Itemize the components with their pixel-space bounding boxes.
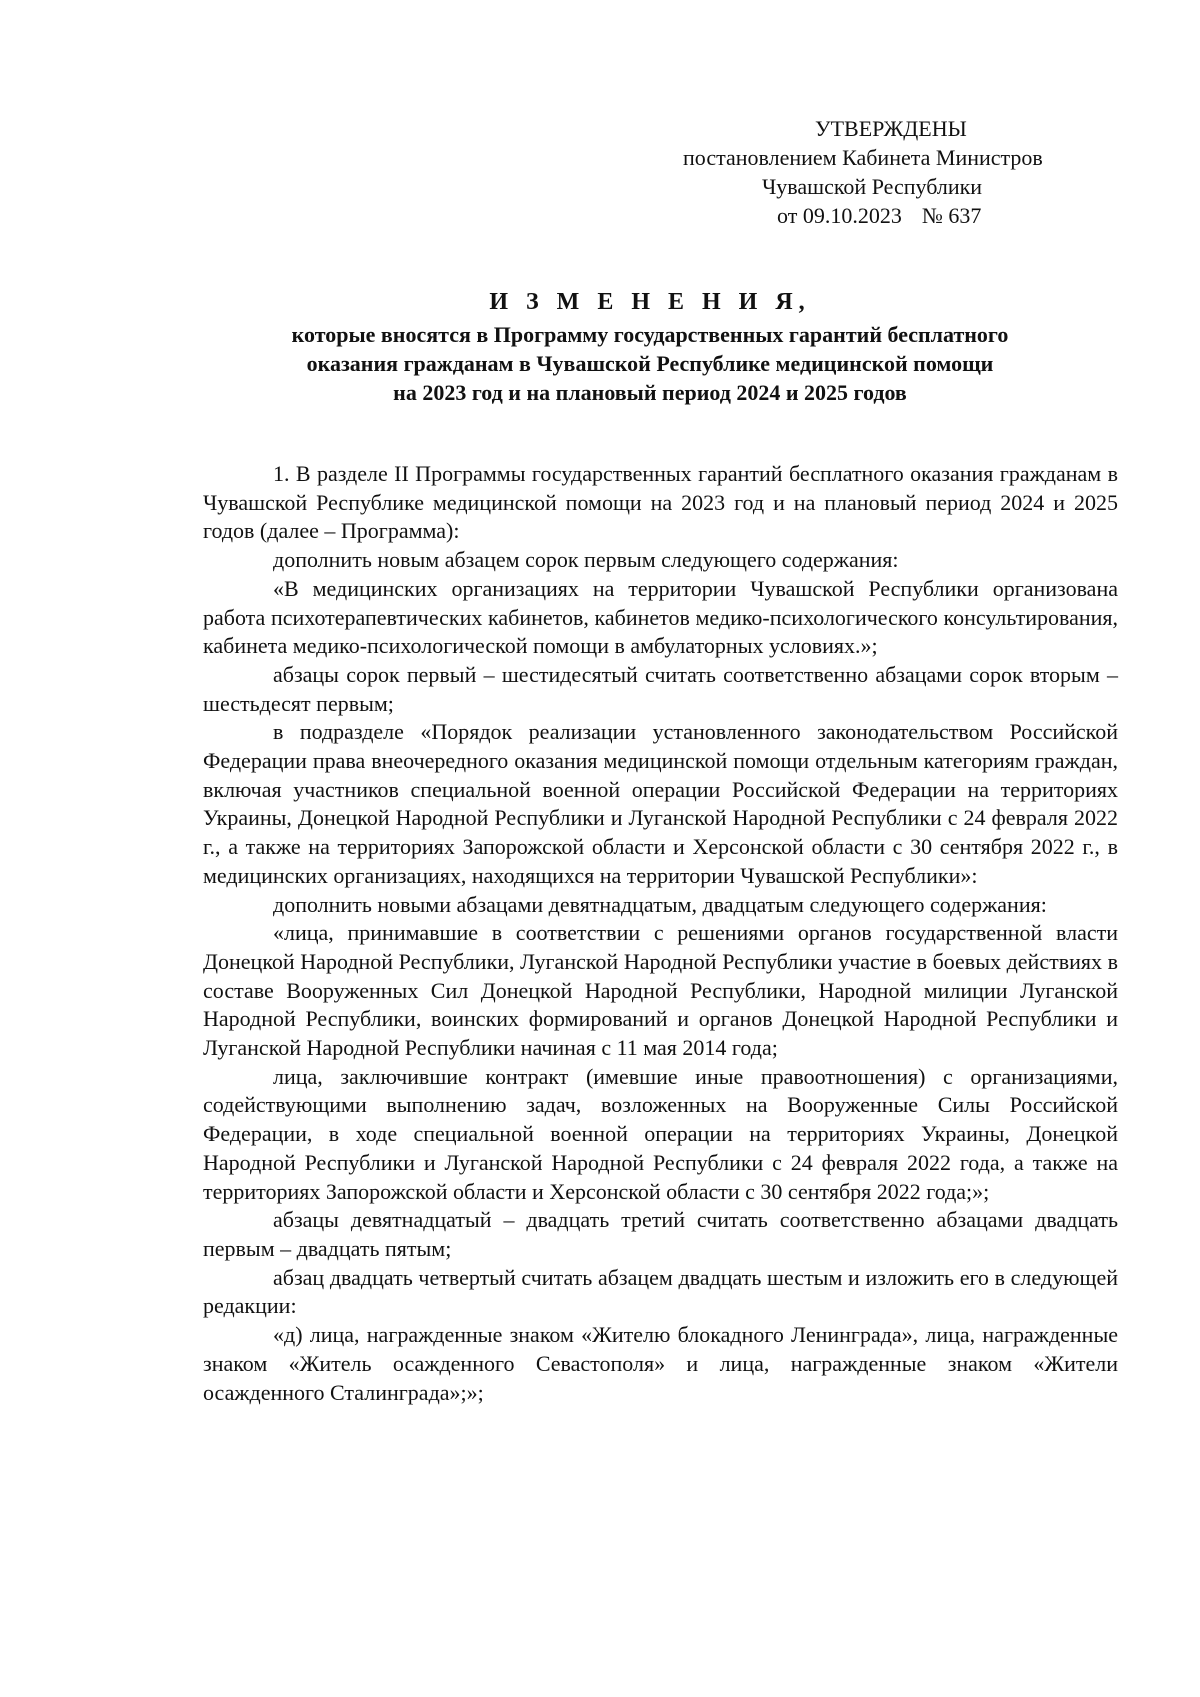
body-paragraph: «д) лица, награжденные знаком «Жителю блокадного Ленинграда», лица, награжденные знаком «Житель осажденного Севастополя» и лица, награжденные знаком «Жители осажденного Сталинграда»;»;	[203, 1322, 1118, 1405]
body-paragraph: абзац двадцать четвертый считать абзацем двадцать шестым и изложить его в следующей редакции:	[203, 1264, 1118, 1319]
heading-title: И З М Е Н Е Н И Я,	[489, 289, 811, 315]
approval-organization: постановлением Кабинета Министров	[683, 145, 1043, 170]
approval-title: УТВЕРЖДЕНЫ	[815, 116, 967, 141]
approval-date: от 09.10.2023	[777, 203, 902, 228]
body-paragraph: абзацы сорок первый – шестидесятый считать соответственно абзацами сорок вторым – шестьдесят первым;	[203, 661, 1118, 716]
body-paragraph: «В медицинских организациях на территории Чувашской Республики организована работа психотерапевтических кабинетов, кабинетов медико-психологического консультирования, кабинета медико-психологической помощи в амбулаторных условиях.»;	[203, 575, 1118, 659]
heading-subtitle-line: оказания гражданам в Чувашской Республике медицинской помощи	[306, 351, 994, 376]
body-paragraph: дополнить новыми абзацами девятнадцатым, двадцатым следующего содержания:	[273, 891, 1047, 917]
body-paragraph: 1. В разделе II Программы государственных гарантий бесплатного оказания гражданам в Чувашской Республике медицинской помощи на 2023 год и на плановый период 2024 и 2025 годов (далее – Программа):	[203, 461, 1118, 544]
body-paragraph: лица, заключившие контракт (имевшие иные правоотношения) с организациями, содействующими выполнению задач, возложенных на Вооруженные Силы Российской Федерации, в ходе специальной военной операции на территориях Украины, Донецкой Народной Республики и Луганской Народной Республики с 24 февраля 2022 года, а также на территориях Запорожской области и Херсонской области с 30 сентября 2022 года;»;	[203, 1063, 1118, 1204]
heading-subtitle-line: на 2023 год и на плановый период 2024 и 2025 годов	[393, 380, 907, 405]
body-paragraph: в подразделе «Порядок реализации установленного законодательством Российской Федерации права внеочередного оказания медицинской помощи отдельным категориям граждан, включая участников специальной военной операции Российской Федерации на территориях Украины, Донецкой Народной Республики и Луганской Народной Республики с 24 февраля 2022 г., а также на территориях Запорожской области и Херсонской области с 30 сентября 2022 г., в медицинских организациях, находящихся на территории Чувашской Республики»:	[203, 719, 1118, 888]
document-heading	[200, 285, 1100, 407]
document-body	[203, 460, 1118, 1407]
approval-date-line	[680, 201, 1120, 230]
body-paragraph: «лица, принимавшие в соответствии с решениями органов государственной власти Донецкой Народной Республики, Луганской Народной Республики участие в боевых действиях в составе Вооруженных Сил Донецкой Народной Республики, Народной милиции Луганской Народной Республики, воинских формирований и органов Донецкой Народной Республики и Луганской Народной Республики начиная с 11 мая 2014 года;	[203, 920, 1118, 1061]
heading-subtitle-line: которые вносятся в Программу государственных гарантий бесплатного	[291, 322, 1009, 347]
body-paragraph: дополнить новым абзацем сорок первым следующего содержания:	[273, 547, 899, 573]
body-paragraph: абзацы девятнадцатый – двадцать третий считать соответственно абзацами двадцать первым – двадцать пятым;	[203, 1207, 1118, 1261]
approval-republic: Чувашской Республики	[762, 174, 983, 199]
approval-stamp	[680, 114, 1120, 230]
approval-number: № 637	[921, 203, 982, 228]
